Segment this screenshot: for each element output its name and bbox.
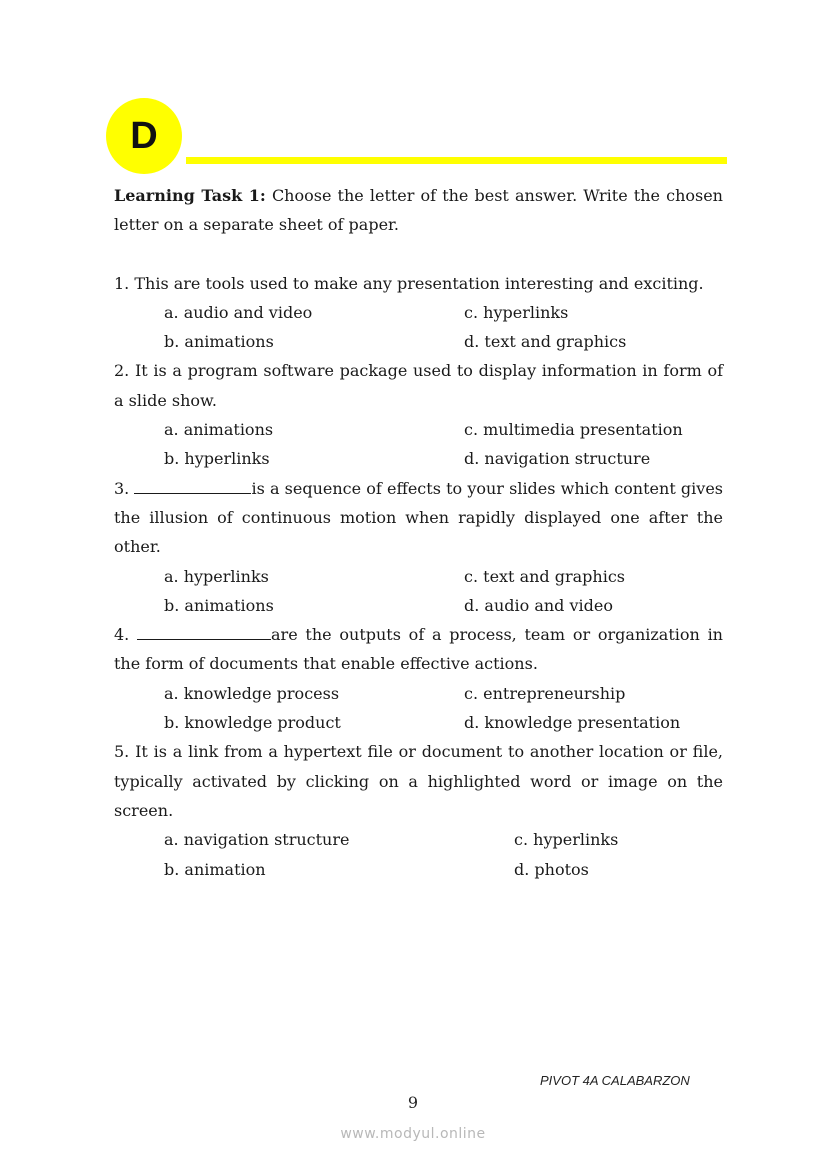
option-b: b. animations [164, 332, 274, 352]
question-3-options-row-2 [114, 591, 723, 620]
worksheet-content [114, 181, 723, 884]
option-d: d. knowledge presentation [464, 713, 681, 733]
task-text: Choose the letter of the best answer. Write the chosen letter on a separate sheet of paper. [114, 186, 723, 235]
section-letter: D [130, 114, 158, 157]
answer-blank [137, 621, 271, 640]
option-b: b. animation [164, 859, 266, 879]
option-a: a. animations [164, 420, 274, 440]
question-number: 3. [114, 478, 135, 498]
option-c: c. hyperlinks [514, 830, 619, 850]
option-d: d. text and graphics [464, 332, 627, 352]
section-badge [106, 98, 182, 174]
question-3 [114, 474, 723, 562]
header-rule [186, 157, 727, 164]
question-4-options-row-2 [114, 708, 723, 737]
question-2-options-row-1 [114, 415, 723, 444]
option-c: c. entrepreneurship [464, 683, 626, 703]
question-1-options-row-2 [114, 327, 723, 356]
question-5-options-row-1 [114, 825, 723, 854]
footer-source: PIVOT 4A CALABARZON [540, 1073, 690, 1088]
question-2-options-row-2 [114, 444, 723, 473]
option-a: a. knowledge process [164, 683, 340, 703]
option-d: d. audio and video [464, 595, 614, 615]
option-d: d. photos [514, 859, 589, 879]
question-number: 4. [114, 625, 138, 645]
question-2: 2. It is a program software package used to display information in form of a slide show. [114, 361, 723, 410]
question-1: 1. This are tools used to make any presentation interesting and exciting. [114, 273, 704, 293]
question-3-options-row-1 [114, 562, 723, 591]
question-4 [114, 620, 723, 679]
question-text: is a sequence of effects to your slides which content gives the illusion of continuous motion when rapidly displayed one after the other. [114, 478, 723, 557]
option-a: a. hyperlinks [164, 566, 269, 586]
option-b: b. hyperlinks [164, 449, 270, 469]
task-instructions [114, 181, 723, 240]
page-number: 9 [407, 1093, 419, 1112]
option-d: d. navigation structure [464, 449, 651, 469]
question-text: are the outputs of a process, team or organization in the form of documents that enable effective actions. [114, 625, 723, 674]
question-5-options-row-2 [114, 855, 723, 884]
option-b: b. knowledge product [164, 713, 341, 733]
option-c: c. text and graphics [464, 566, 626, 586]
question-4-options-row-1 [114, 679, 723, 708]
watermark: www.modyul.online [340, 1126, 486, 1142]
question-5: 5. It is a link from a hypertext file or document to another location or file, typically activated by clicking on a highlighted word or image on the screen. [114, 742, 723, 820]
option-a: a. navigation structure [164, 830, 350, 850]
task-label: Learning Task 1: [114, 186, 266, 205]
option-c: c. hyperlinks [464, 302, 569, 322]
option-a: a. audio and video [164, 302, 313, 322]
answer-blank [134, 475, 251, 494]
option-b: b. animations [164, 595, 274, 615]
option-c: c. multimedia presentation [464, 420, 683, 440]
question-1-options-row-1 [114, 298, 723, 327]
